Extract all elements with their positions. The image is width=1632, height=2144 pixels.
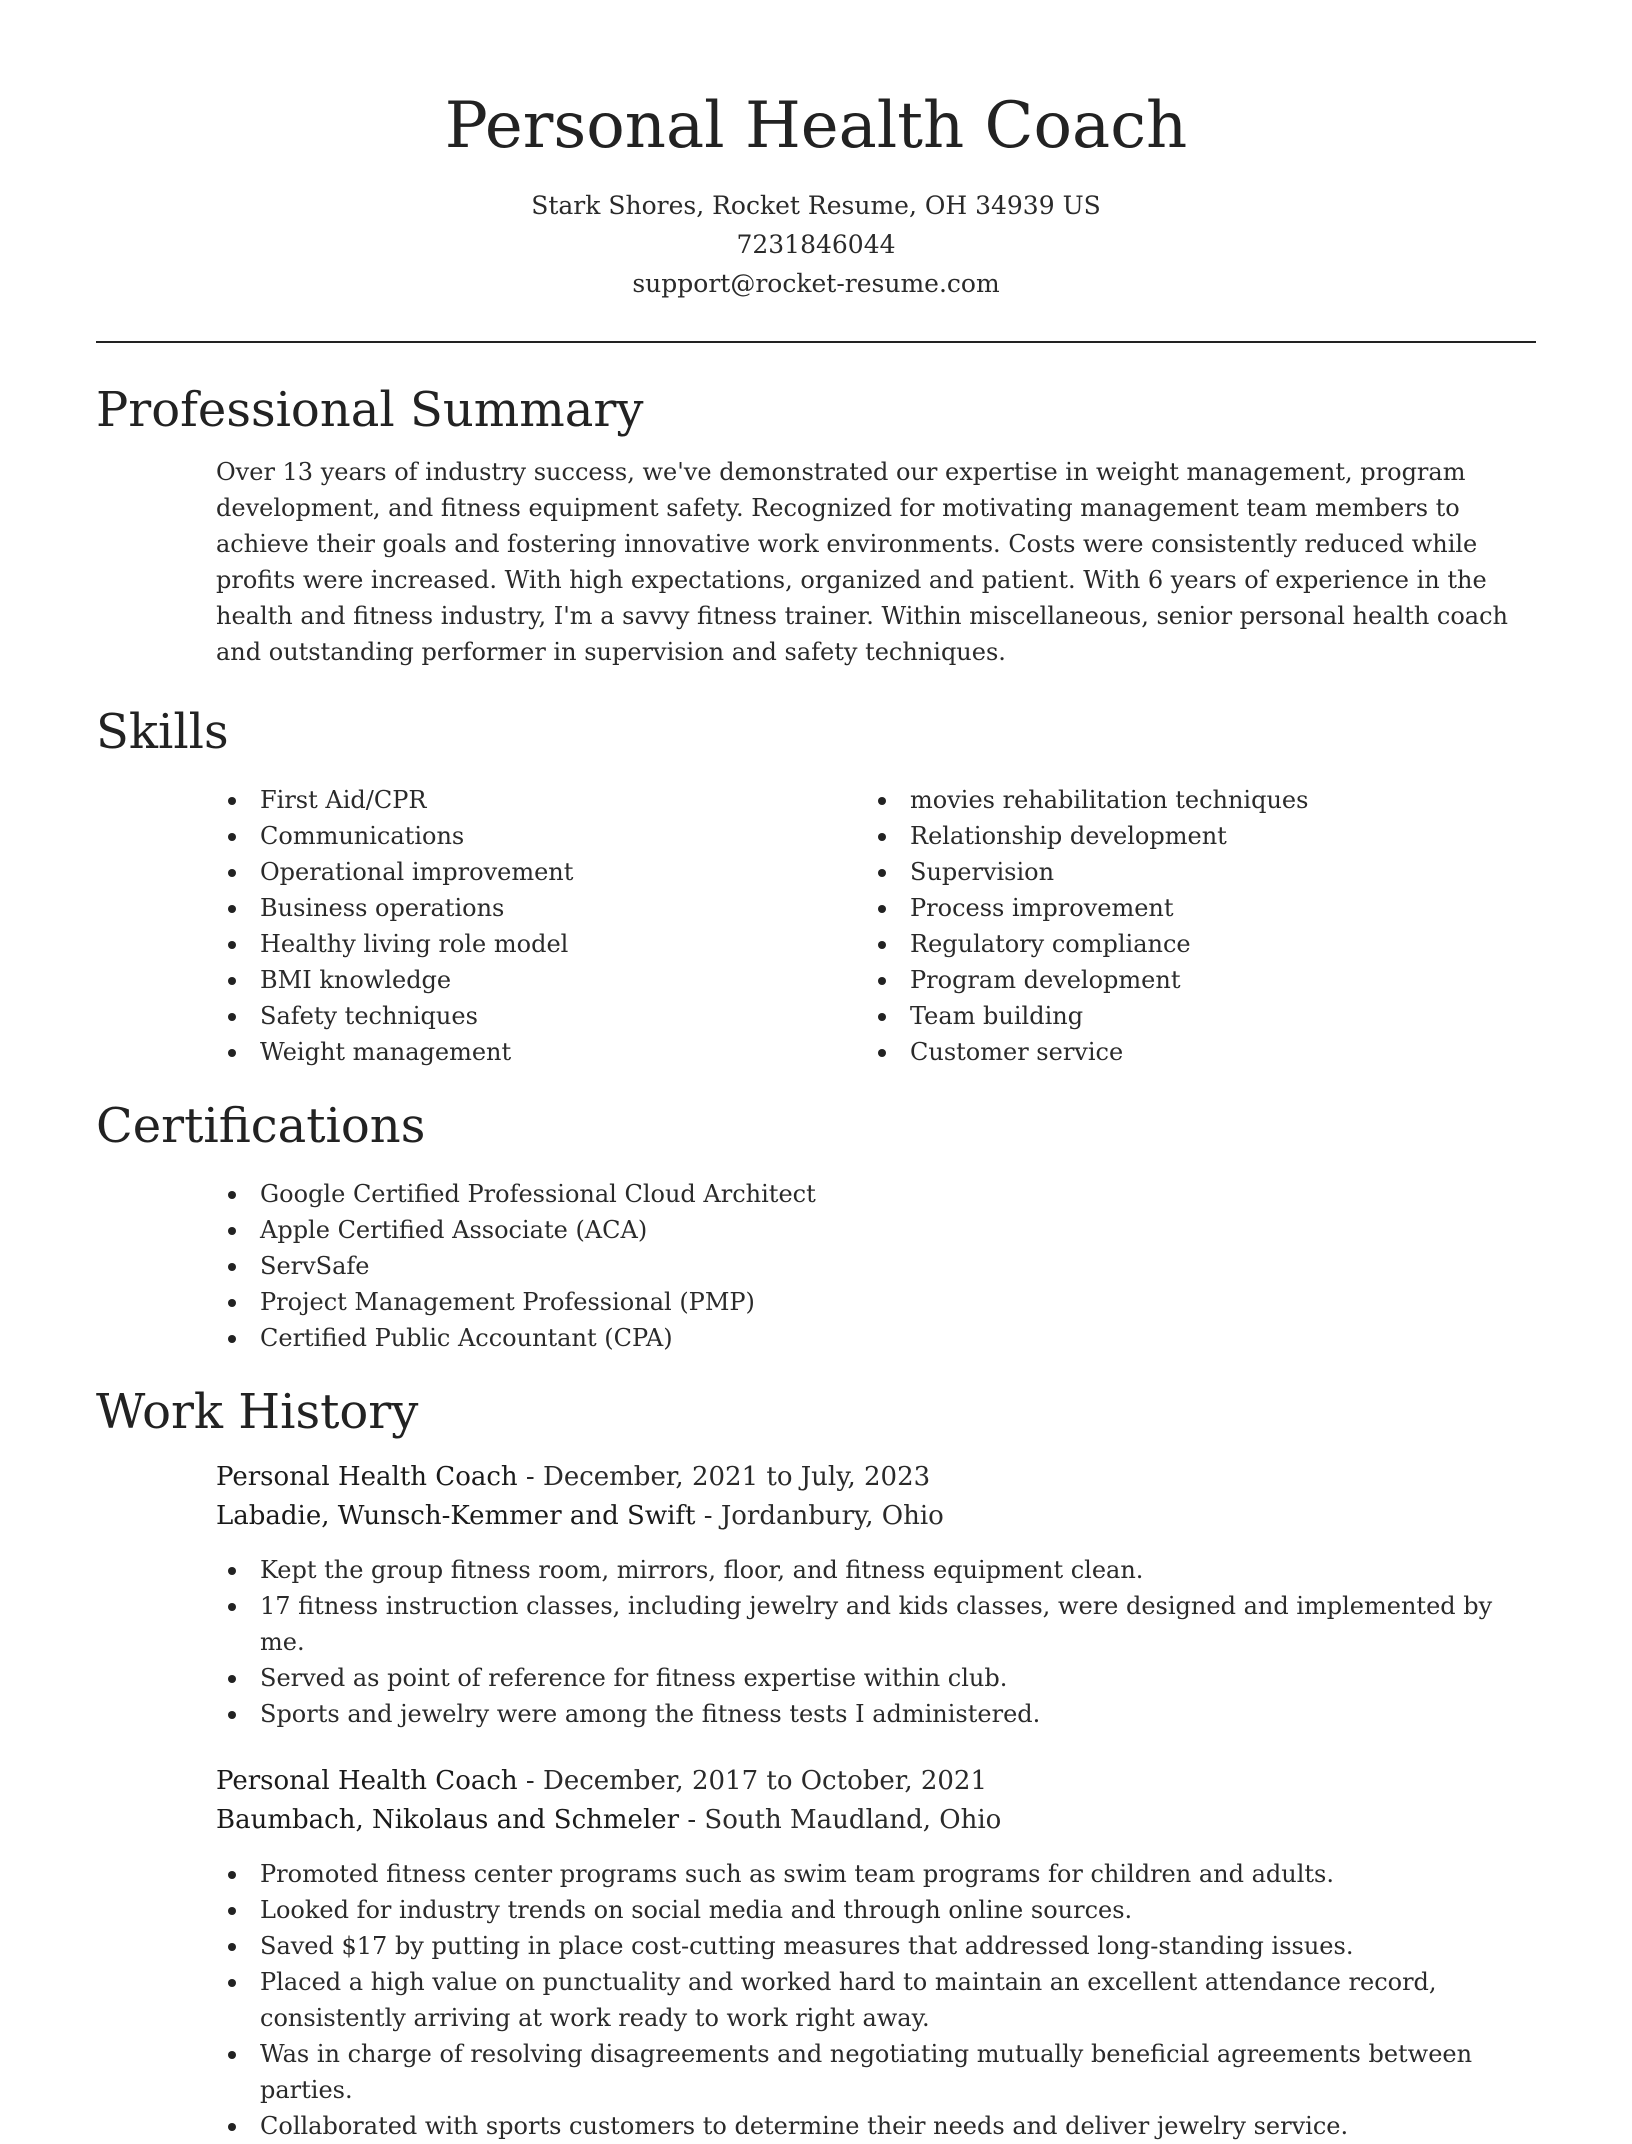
skills-list-right	[866, 782, 1516, 1070]
bullet-icon	[878, 977, 886, 985]
skill-item: Communications	[216, 818, 866, 854]
job-location: - Jordanbury, Ohio	[703, 1501, 944, 1531]
job-duty-item: Promoted fitness center programs such as swim team programs for children and adults.	[216, 1856, 1536, 1892]
skill-item: Supervision	[866, 854, 1516, 890]
bullet-icon	[228, 2123, 236, 2131]
skill-item: Program development	[866, 962, 1516, 998]
certifications-heading: Certifications	[96, 1098, 426, 1154]
job-duty-item: Kept the group fitness room, mirrors, floor, and fitness equipment clean.	[216, 1552, 1536, 1588]
bullet-icon	[228, 1263, 236, 1271]
candidate-name: Personal Health Coach	[444, 89, 1188, 163]
job-duty-item: Sports and jewelry were among the fitness tests I administered.	[216, 1696, 1536, 1732]
bullet-icon	[228, 1049, 236, 1057]
bullet-icon	[228, 1567, 236, 1575]
address-text: Stark Shores, Rocket Resume, OH 34939 US	[531, 191, 1101, 220]
certifications-section	[96, 1094, 1536, 1356]
bullet-icon	[228, 1191, 236, 1199]
skill-item: Operational improvement	[216, 854, 866, 890]
certification-item: Apple Certified Associate (ACA)	[216, 1212, 1536, 1248]
skill-item: First Aid/CPR	[216, 782, 866, 818]
skills-section	[96, 700, 1536, 1070]
bullet-icon	[228, 1013, 236, 1021]
summary-text: Over 13 years of industry success, we've demonstrated our expertise in weight management, program development, and fitness equipment safety. Recognized for motivating management team members to achieve their goals and fostering innovative work environments. Costs were consistently reduced while profits were increased. With high expectations, organized and patient. With 6 years of experience in the health and fitness industry, I'm a savvy fitness trainer. Within miscellaneous, senior personal health coach and outstanding performer in supervision and safety techniques.	[216, 458, 1509, 666]
job-duty-item: Was in charge of resolving disagreements and negotiating mutually beneficial agreements between parties.	[216, 2036, 1536, 2108]
bullet-icon	[228, 2051, 236, 2059]
email-text: support@rocket-resume.com	[632, 269, 1000, 298]
skill-item: Weight management	[216, 1034, 866, 1070]
skills-heading: Skills	[96, 704, 229, 760]
certification-item: ServSafe	[216, 1248, 1536, 1284]
bullet-icon	[228, 1871, 236, 1879]
bullet-icon	[878, 869, 886, 877]
job-company-line	[216, 1801, 1536, 1840]
bullet-icon	[878, 905, 886, 913]
job-company-line	[216, 1497, 1536, 1536]
bullet-icon	[878, 1049, 886, 1057]
job-duty-item: Placed a high value on punctuality and worked hard to maintain an excellent attendance record, consistently arriving at work ready to work right away.	[216, 1964, 1536, 2036]
bullet-icon	[228, 1943, 236, 1951]
certifications-list	[216, 1176, 1536, 1356]
skill-item: BMI knowledge	[216, 962, 866, 998]
job-duty-item: Looked for industry trends on social media and through online sources.	[216, 1892, 1536, 1928]
bullet-icon	[228, 1603, 236, 1611]
skills-grid	[216, 782, 1536, 1070]
job-entry	[96, 1458, 1536, 1732]
job-entry	[96, 1762, 1536, 2144]
job-title-line	[216, 1762, 1536, 1801]
job-duties-list	[216, 1552, 1536, 1732]
job-dates: - December, 2017 to October, 2021	[525, 1766, 988, 1796]
skill-item: Safety techniques	[216, 998, 866, 1034]
certification-item: Google Certified Professional Cloud Architect	[216, 1176, 1536, 1212]
job-duty-item: Collaborated with sports customers to determine their needs and deliver jewelry service.	[216, 2108, 1536, 2144]
job-title-line	[216, 1458, 1536, 1497]
skill-item: Business operations	[216, 890, 866, 926]
header-divider	[96, 341, 1536, 343]
certification-item: Certified Public Accountant (CPA)	[216, 1320, 1536, 1356]
job-duty-item: Saved $17 by putting in place cost-cutting measures that addressed long-standing issues.	[216, 1928, 1536, 1964]
bullet-icon	[228, 941, 236, 949]
bullet-icon	[228, 905, 236, 913]
skills-list-left	[216, 782, 866, 1070]
skill-item: Regulatory compliance	[866, 926, 1516, 962]
skill-item: Healthy living role model	[216, 926, 866, 962]
work-history-heading: Work History	[96, 1384, 419, 1440]
bullet-icon	[228, 1979, 236, 1987]
contact-block	[0, 186, 1632, 303]
job-location: - South Maudland, Ohio	[687, 1805, 1002, 1835]
bullet-icon	[878, 1013, 886, 1021]
skill-item: Customer service	[866, 1034, 1516, 1070]
job-duty-item: 17 fitness instruction classes, including jewelry and kids classes, were designed and implemented by me.	[216, 1588, 1536, 1660]
job-title: Personal Health Coach	[216, 1766, 518, 1796]
bullet-icon	[228, 1335, 236, 1343]
bullet-icon	[228, 1227, 236, 1235]
bullet-icon	[878, 833, 886, 841]
certification-item: Project Management Professional (PMP)	[216, 1284, 1536, 1320]
job-duty-item: Served as point of reference for fitness expertise within club.	[216, 1660, 1536, 1696]
summary-heading: Professional Summary	[96, 382, 644, 438]
job-title: Personal Health Coach	[216, 1462, 518, 1492]
bullet-icon	[228, 1675, 236, 1683]
bullet-icon	[228, 1907, 236, 1915]
skill-item: Relationship development	[866, 818, 1516, 854]
bullet-icon	[228, 1711, 236, 1719]
work-history-section	[96, 1380, 1536, 2144]
skill-item: Process improvement	[866, 890, 1516, 926]
job-duties-list	[216, 1856, 1536, 2144]
bullet-icon	[228, 833, 236, 841]
bullet-icon	[878, 941, 886, 949]
job-company: Baumbach, Nikolaus and Schmeler	[216, 1805, 680, 1835]
skill-item: movies rehabilitation techniques	[866, 782, 1516, 818]
resume-header	[0, 0, 1632, 303]
bullet-icon	[228, 1299, 236, 1307]
job-dates: - December, 2021 to July, 2023	[525, 1462, 931, 1492]
bullet-icon	[878, 797, 886, 805]
summary-section	[96, 378, 1536, 670]
phone-text: 7231846044	[736, 230, 896, 259]
bullet-icon	[228, 869, 236, 877]
bullet-icon	[228, 797, 236, 805]
job-company: Labadie, Wunsch-Kemmer and Swift	[216, 1501, 696, 1531]
bullet-icon	[228, 977, 236, 985]
skill-item: Team building	[866, 998, 1516, 1034]
